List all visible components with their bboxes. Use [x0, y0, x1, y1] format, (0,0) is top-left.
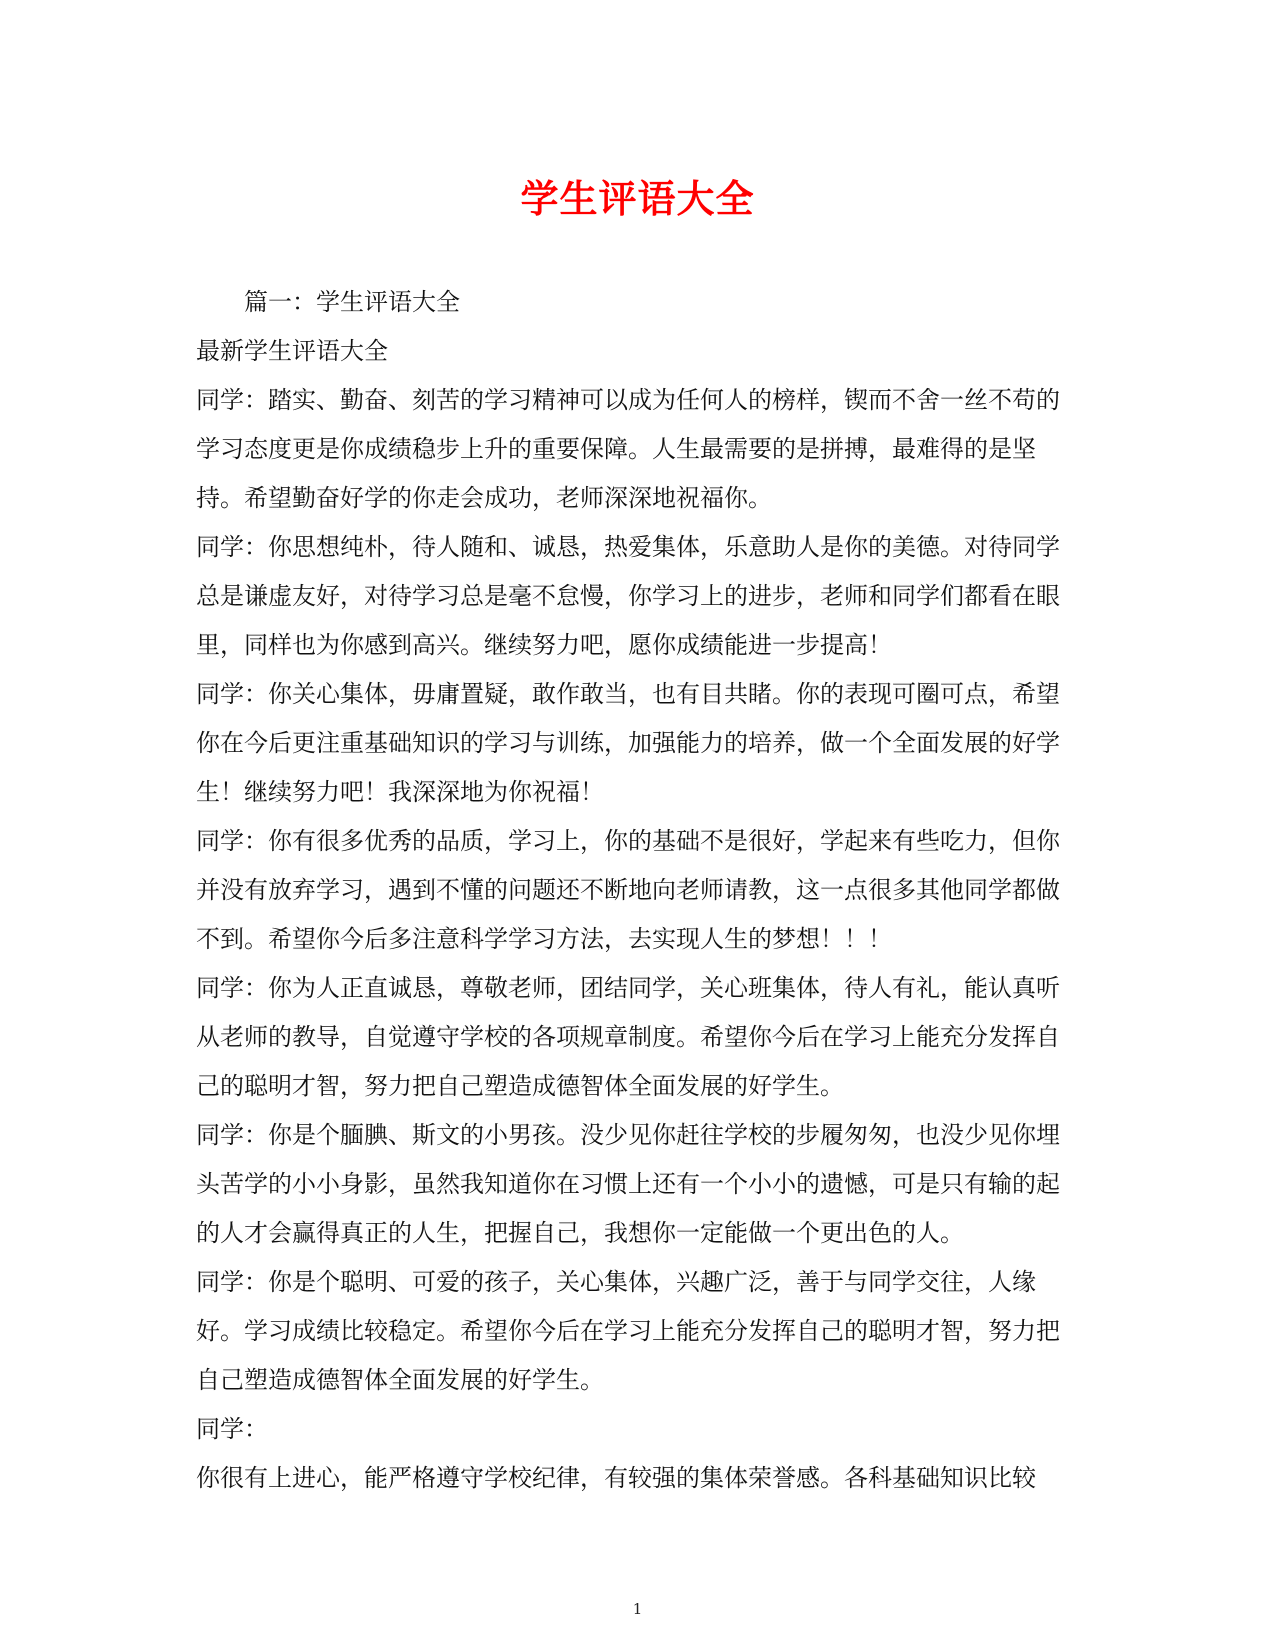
document-title: 学生评语大全 [520, 176, 755, 221]
paragraph: 同学： [196, 1415, 268, 1443]
paragraph: 同学：你为人正直诚恳，尊敬老师，团结同学，关心班集体，待人有礼，能认真听从老师的教导，自觉遵守学校的各项规章制度。希望你今后在学习上能充分发挥自己的聪明才智，努力把自己塑造成德智体全面发展的好学生。 [196, 974, 1060, 1100]
paragraph: 你很有上进心，能严格遵守学校纪律，有较强的集体荣誉感。各科基础知识比较 [196, 1464, 1036, 1492]
paragraph: 同学：踏实、勤奋、刻苦的学习精神可以成为任何人的榜样，锲而不舍一丝不苟的学习态度更是你成绩稳步上升的重要保障。人生最需要的是拼搏，最难得的是坚持。希望勤奋好学的你走会成功，老师深深地祝福你。 [196, 386, 1060, 512]
document-body [196, 278, 1074, 1503]
paragraph: 同学：你有很多优秀的品质，学习上，你的基础不是很好，学起来有些吃力，但你并没有放弃学习，遇到不懂的问题还不断地向老师请教，这一点很多其他同学都做不到。希望你今后多注意科学学习方法，去实现人生的梦想！！！ [196, 827, 1060, 953]
page-number: 1 [632, 1600, 643, 1618]
paragraph: 同学：你是个聪明、可爱的孩子，关心集体，兴趣广泛，善于与同学交往，人缘好。学习成绩比较稳定。希望你今后在学习上能充分发挥自己的聪明才智，努力把自己塑造成德智体全面发展的好学生。 [196, 1268, 1060, 1394]
paragraph: 同学：你思想纯朴，待人随和、诚恳，热爱集体，乐意助人是你的美德。对待同学总是谦虚友好，对待学习总是毫不怠慢，你学习上的进步，老师和同学们都看在眼里，同样也为你感到高兴。继续努力吧，愿你成绩能进一步提高！ [196, 533, 1060, 659]
section-heading: 篇一：学生评语大全 [244, 288, 460, 316]
paragraph: 同学：你关心集体，毋庸置疑，敢作敢当，也有目共睹。你的表现可圈可点，希望你在今后更注重基础知识的学习与训练，加强能力的培养，做一个全面发展的好学生！继续努力吧！我深深地为你祝福！ [196, 680, 1060, 806]
subheading: 最新学生评语大全 [196, 337, 388, 365]
paragraph: 同学：你是个腼腆、斯文的小男孩。没少见你赶往学校的步履匆匆，也没少见你埋头苦学的小小身影，虽然我知道你在习惯上还有一个小小的遗憾，可是只有输的起的人才会赢得真正的人生，把握自己，我想你一定能做一个更出色的人。 [196, 1121, 1060, 1247]
